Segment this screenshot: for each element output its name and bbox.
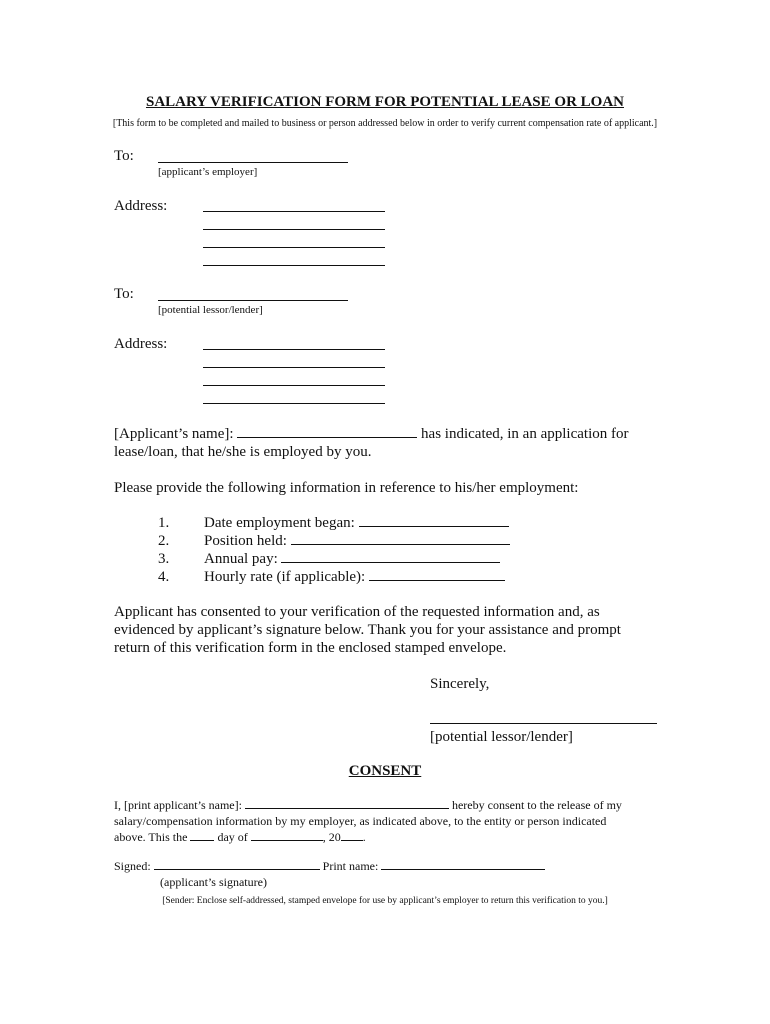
consent-day-field[interactable] xyxy=(190,840,214,841)
lender-signature-line[interactable] xyxy=(430,723,657,724)
consent-year-prefix: , 20 xyxy=(322,830,341,844)
hourly-rate-field[interactable] xyxy=(369,580,505,581)
employer-caption: [applicant’s employer] xyxy=(158,166,258,178)
consent-this-the: above. This the xyxy=(114,830,188,844)
applicant-signature-caption: (applicant’s signature) xyxy=(160,875,267,889)
print-name-label: Print name: xyxy=(322,859,379,873)
consent-line-1 xyxy=(114,797,622,813)
consent-line-3 xyxy=(114,829,366,845)
employer-address-line-4[interactable] xyxy=(203,265,385,266)
consent-month-field[interactable] xyxy=(251,840,323,841)
date-employment-began-field[interactable] xyxy=(359,526,509,527)
print-name-field[interactable] xyxy=(381,869,545,870)
item-number-4: 4. xyxy=(158,569,170,585)
applicant-signature-field[interactable] xyxy=(154,869,320,870)
info-request-text: Please provide the following information in reference to his/her employment: xyxy=(114,480,579,496)
item-number-1: 1. xyxy=(158,515,170,531)
signed-label: Signed: xyxy=(114,859,151,873)
lender-address-line-4[interactable] xyxy=(203,403,385,404)
applicant-name-label: [Applicant’s name]: xyxy=(114,426,234,442)
lender-address-label: Address: xyxy=(114,336,168,352)
consent-line-1-suffix: hereby consent to the release of my xyxy=(451,798,622,812)
consent-name-label: I, [print applicant’s name]: xyxy=(114,798,242,812)
sincerely-text: Sincerely, xyxy=(430,676,490,692)
item-position-held xyxy=(204,532,510,550)
sender-note: [Sender: Enclose self-addressed, stamped envelope for use by applicant’s employer to return this verification to you.] xyxy=(162,896,608,906)
employer-address-line-2[interactable] xyxy=(203,229,385,230)
consent-day-of: day of xyxy=(217,830,248,844)
applicant-name-field[interactable] xyxy=(237,437,417,438)
employer-address-line-1[interactable] xyxy=(203,211,385,212)
employer-name-field[interactable] xyxy=(158,162,348,163)
lender-signature-caption: [potential lessor/lender] xyxy=(430,729,573,745)
annual-pay-field[interactable] xyxy=(281,562,500,563)
intro-continuation: lease/loan, that he/she is employed by you. xyxy=(114,444,372,460)
has-indicated-text: has indicated, in an application for xyxy=(421,426,629,442)
consent-line-2: salary/compensation information by my employer, as indicated above, to the entity or person indicated xyxy=(114,814,607,828)
employer-address-label: Address: xyxy=(114,198,168,214)
lender-name-field[interactable] xyxy=(158,300,348,301)
consent-heading: CONSENT xyxy=(348,763,422,779)
lender-to-label: To: xyxy=(114,286,134,302)
consent-period: . xyxy=(362,830,366,844)
item-date-employment-began xyxy=(204,514,509,532)
consent-applicant-name-field[interactable] xyxy=(245,808,449,809)
item-label: Annual pay: xyxy=(204,551,278,567)
lender-address-line-3[interactable] xyxy=(203,385,385,386)
closing-line-3: return of this verification form in the enclosed stamped envelope. xyxy=(114,640,507,656)
consent-year-field[interactable] xyxy=(341,840,363,841)
item-annual-pay xyxy=(204,550,500,568)
document-title: SALARY VERIFICATION FORM FOR POTENTIAL LEASE OR LOAN xyxy=(145,94,624,110)
closing-line-1: Applicant has consented to your verification of the requested information and, as xyxy=(114,604,600,620)
item-number-3: 3. xyxy=(158,551,170,567)
item-label: Position held: xyxy=(204,533,287,549)
item-label: Date employment began: xyxy=(204,515,355,531)
lender-address-line-1[interactable] xyxy=(203,349,385,350)
item-hourly-rate xyxy=(204,568,505,586)
employer-address-line-3[interactable] xyxy=(203,247,385,248)
position-held-field[interactable] xyxy=(291,544,510,545)
form-instructions: [This form to be completed and mailed to business or person addressed below in order to verify current compensation rate of applicant.] xyxy=(112,118,658,129)
lender-address-line-2[interactable] xyxy=(203,367,385,368)
closing-line-2: evidenced by applicant’s signature below. Thank you for your assistance and prompt xyxy=(114,622,621,638)
item-label: Hourly rate (if applicable): xyxy=(204,569,366,585)
employer-to-label: To: xyxy=(114,148,134,164)
applicant-name-line xyxy=(114,425,628,443)
lender-caption: [potential lessor/lender] xyxy=(158,304,263,316)
item-number-2: 2. xyxy=(158,533,170,549)
signed-line xyxy=(114,858,545,874)
